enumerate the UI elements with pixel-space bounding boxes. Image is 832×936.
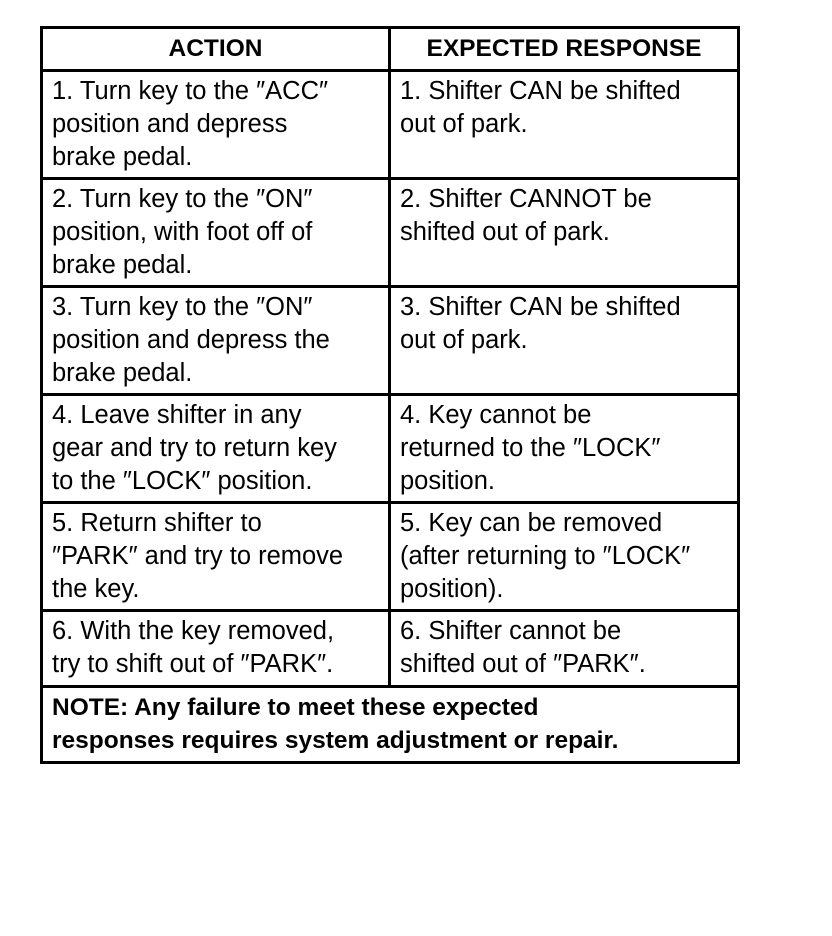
- table-row: [42, 287, 739, 395]
- response-cell: 5. Key can be removed (after returning to ″LOCK″ position).: [390, 503, 739, 611]
- response-cell: 6. Shifter cannot be shifted out of ″PARK″.: [390, 611, 739, 687]
- response-cell: 2. Shifter CANNOT be shifted out of park.: [390, 179, 739, 287]
- table-row: [42, 611, 739, 687]
- table-row: [42, 503, 739, 611]
- expected-response-column-header: EXPECTED RESPONSE: [390, 28, 739, 71]
- action-cell: 1. Turn key to the ″ACC″ position and depress brake pedal.: [42, 71, 390, 179]
- response-cell: 3. Shifter CAN be shifted out of park.: [390, 287, 739, 395]
- table-header-row: [42, 28, 739, 71]
- table-row: [42, 395, 739, 503]
- action-cell: 5. Return shifter to ″PARK″ and try to remove the key.: [42, 503, 390, 611]
- table-row: [42, 179, 739, 287]
- action-column-header: ACTION: [42, 28, 390, 71]
- action-cell: 4. Leave shifter in any gear and try to return key to the ″LOCK″ position.: [42, 395, 390, 503]
- action-cell: 6. With the key removed, try to shift out of ″PARK″.: [42, 611, 390, 687]
- brake-shift-interlock-check-table: [40, 26, 740, 764]
- response-cell: 1. Shifter CAN be shifted out of park.: [390, 71, 739, 179]
- table-row: [42, 71, 739, 179]
- note-row: [42, 687, 739, 763]
- action-cell: 2. Turn key to the ″ON″ position, with foot off of brake pedal.: [42, 179, 390, 287]
- action-cell: 3. Turn key to the ″ON″ position and depress the brake pedal.: [42, 287, 390, 395]
- note-text: NOTE: Any failure to meet these expected responses requires system adjustment or repair.: [42, 687, 739, 763]
- response-cell: 4. Key cannot be returned to the ″LOCK″ position.: [390, 395, 739, 503]
